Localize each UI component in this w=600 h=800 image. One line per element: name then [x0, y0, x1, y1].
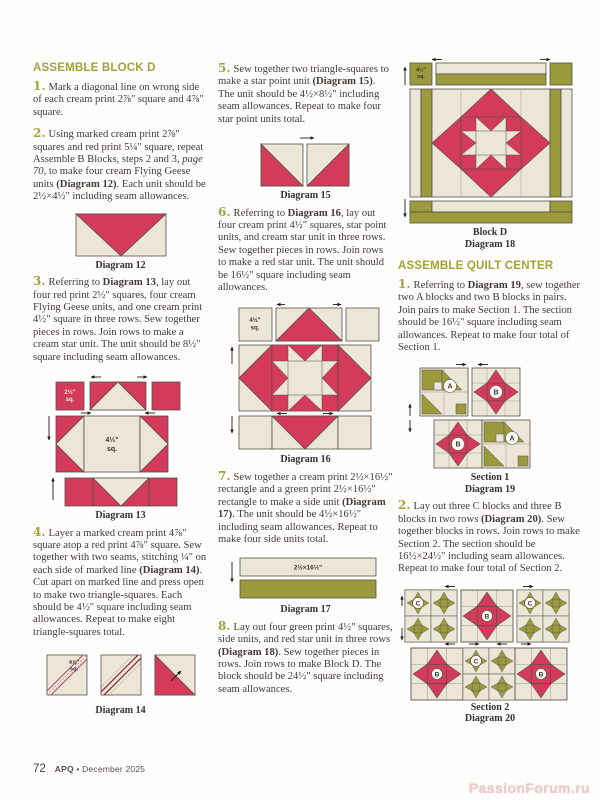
diagram-18-caption-block: Block D — [472, 227, 508, 238]
page-number: 72 — [33, 763, 46, 775]
step-4 — [33, 526, 208, 640]
diagram-15-art — [254, 134, 358, 190]
step-text: Referring to Diagram 16, lay out four cream print 4½" squares, star point units, and cream star unit in three rows. Sew together pieces in rows. Join rows to make a red star unit. The unit should be 16½" square including seam allowances. — [218, 207, 387, 293]
step-text: Layer a marked cream print 4⅞" square atop a red print 4⅞" square. Sew together with two seams, stitching ¼" on each side of marked line (Diagram 14). Cut apart on marked line and press open to make two triangle-squares. Each should be 4½" square including seam allowances. Repeat to make eight triangle-squares total. — [33, 527, 207, 638]
diagram-14-caption: Diagram 14 — [95, 705, 146, 717]
svg-text:C: C — [527, 600, 533, 608]
diagram-15-caption: Diagram 15 — [280, 190, 331, 202]
section-heading-assemble-block-d: ASSEMBLE BLOCK D — [33, 62, 156, 74]
d18-square-label: 4½" — [416, 67, 426, 74]
d17-rectangle-label: 2½×16½" — [293, 564, 322, 572]
step-text: Sew together a cream print 2½×16½" rectangle and a green print 2½×16½" rectangle to make a side unit (Diagram 17). The unit should be 4½×16½" including seam allowances. Repeat to make four side units total. — [218, 471, 393, 545]
step-number: 2. — [398, 498, 411, 513]
step-number: 5. — [218, 61, 231, 75]
svg-text:sq.: sq. — [65, 397, 74, 403]
diagram-16-caption: Diagram 16 — [280, 454, 331, 466]
d19-block-b-label: B — [493, 389, 499, 397]
step-text: Lay out four green print 4½" squares, side units, and red star unit in three rows (Diagram 18). Sew together pieces in rows. Join rows to make Block D. The block should be 24½" square including seam allowances. — [218, 621, 393, 695]
diagram-19-figure — [398, 362, 582, 495]
svg-text:A: A — [509, 435, 515, 443]
diagram-17-art — [222, 554, 390, 604]
step-number: 8. — [218, 618, 231, 633]
diagram-20-art — [399, 584, 581, 702]
quilt-center-step-1 — [398, 278, 582, 354]
diagram-17-figure — [218, 554, 393, 616]
step-text: Mark a diagonal line on wrong side of each cream print 2⅞" square and 4⅞" square. — [33, 82, 204, 118]
diagram-18-art — [402, 57, 578, 227]
svg-text:B: B — [434, 671, 440, 679]
diagram-14-figure — [33, 647, 208, 717]
svg-text:sq.: sq. — [417, 74, 425, 80]
step-text: Sew together two triangle-squares to make a star point unit (Diagram 15). The unit should be 4½×8½" including seam allowances. Repeat to make four star point units total. — [218, 64, 389, 125]
step-number: 1. — [33, 79, 46, 93]
diagram-13-caption: Diagram 13 — [95, 510, 146, 521]
svg-text:B: B — [455, 441, 461, 449]
step-text: Lay out three C blocks and three B blocks in two rows (Diagram 20). Sew together blocks in rows. Join rows to make Section 2. The section should be 16½×24½" including seam allowances. Repeat to make four total of Section 2. — [398, 501, 580, 575]
quilt-center-step-2 — [398, 499, 582, 575]
step-2 — [33, 127, 208, 203]
step-5 — [218, 62, 393, 126]
diagram-14-art — [41, 647, 201, 705]
step-number: 2. — [33, 126, 46, 141]
diagram-12-caption: Diagram 12 — [95, 259, 146, 271]
d13-small-square-label: 2½" — [63, 390, 76, 396]
step-number: 7. — [218, 468, 231, 483]
page-footer — [33, 763, 145, 775]
diagram-12-art — [71, 212, 171, 260]
step-7 — [218, 470, 393, 546]
diagram-13-figure — [33, 372, 208, 522]
diagram-19-caption-section: Section 1 — [470, 472, 510, 484]
diagram-20-figure — [398, 584, 582, 725]
section-heading-assemble-quilt-center: ASSEMBLE QUILT CENTER — [398, 260, 554, 272]
svg-text:sq.: sq. — [250, 325, 259, 332]
magazine-issue: APQ • December 2025 — [54, 764, 146, 774]
step-3 — [33, 275, 208, 364]
column-3 — [398, 55, 582, 729]
diagram-19-art — [400, 362, 580, 472]
svg-text:C: C — [473, 658, 479, 666]
step-number: 3. — [33, 274, 46, 289]
step-number: 1. — [398, 277, 411, 291]
diagram-16-art — [225, 302, 387, 454]
watermark: PassionForum.ru — [468, 780, 590, 796]
d14-square-label: 4⅞" — [68, 660, 79, 667]
step-8 — [218, 620, 393, 696]
diagram-18-figure — [398, 57, 582, 250]
d16-square-label: 4½" — [248, 318, 261, 325]
step-6 — [218, 206, 393, 295]
d20-block-c-label: C — [415, 600, 421, 608]
diagram-15-figure — [218, 134, 393, 202]
step-text: Referring to Diagram 19, sew together two A blocks and two B blocks in pairs. Join pairs to make Section 1. The section should be 16½" square including seam allowances. Repeat to make four total of Section 1. — [398, 280, 581, 354]
step-text: Referring to Diagram 13, lay out four red print 2½" squares, four cream Flying Geese units, and one cream print 4½" square in three rows. Sew together pieces in rows. Join rows to make a cream star unit. The unit should be 8½" square including seam allowances. — [33, 277, 203, 363]
column-1 — [33, 62, 208, 721]
diagram-13-art — [41, 372, 201, 510]
diagram-12-figure — [33, 212, 208, 272]
step-1 — [33, 80, 208, 119]
svg-text:B: B — [538, 671, 544, 679]
step-number: 6. — [218, 204, 231, 219]
d13-center-square-label: 4½" — [104, 437, 119, 444]
svg-text:sq.: sq. — [69, 666, 78, 673]
diagram-17-caption: Diagram 17 — [280, 604, 331, 616]
svg-text:sq.: sq. — [106, 446, 117, 453]
diagram-18-caption: Diagram 18 — [464, 238, 516, 250]
diagram-20-caption-section: Section 2 — [470, 701, 510, 713]
step-text: Using marked cream print 2⅞" squares and red print 5¼" square, repeat Assemble B Blocks, steps 2 and 3, page 70, to make four cream Flying Geese units (Diagram 12). Each unit should be 2½×4½" including seam allowances. — [33, 129, 206, 203]
diagram-16-figure — [218, 302, 393, 466]
step-number: 4. — [33, 524, 46, 539]
d20-block-b-label: B — [484, 613, 490, 621]
diagram-20-caption: Diagram 20 — [464, 713, 516, 725]
d19-block-a-label: A — [447, 383, 453, 391]
column-2 — [218, 62, 393, 704]
diagram-19-caption: Diagram 19 — [464, 483, 516, 495]
